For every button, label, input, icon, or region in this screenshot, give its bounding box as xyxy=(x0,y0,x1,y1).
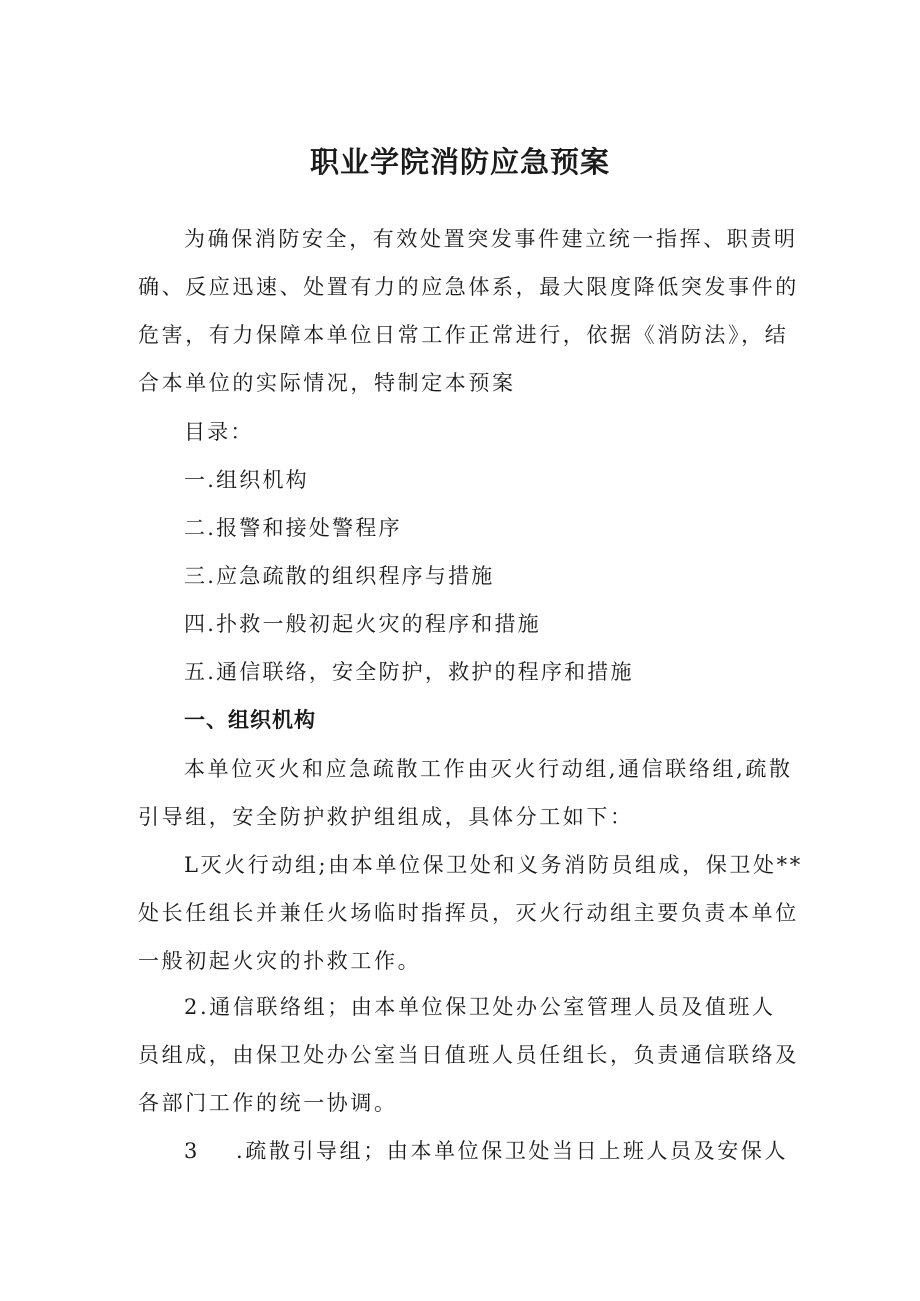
item2-line-1: 2.通信联络组；由本单位保卫处办公室管理人员及值班人 xyxy=(184,995,776,1019)
item3-text: .疏散引导组；由本单位保卫处当日上班人员及安保人 xyxy=(235,1139,789,1163)
toc-item-1: 一.组织机构 xyxy=(184,468,309,492)
section-intro-line-2: 引导组，安全防护救护组组成，具体分工如下： xyxy=(138,805,634,829)
section-intro-line-1: 本单位灭火和应急疏散工作由灭火行动组,通信联络组,疏散 xyxy=(184,757,793,781)
section-heading: 一、组织机构 xyxy=(184,708,316,732)
intro-line-3: 危害，有力保障本单位日常工作正常进行，依据《消防法》，结 xyxy=(138,323,789,347)
item2-line-2: 员组成，由保卫处办公室当日值班人员任组长，负责通信联络及 xyxy=(138,1043,799,1067)
item3-number: 3 xyxy=(184,1139,200,1163)
intro-line-2: 确、反应迅速、处置有力的应急体系，最大限度降低突发事件的 xyxy=(138,275,799,299)
item1-line-3: 一般初起火灾的扑救工作。 xyxy=(138,949,422,973)
toc-item-3: 三.应急疏散的组织程序与措施 xyxy=(184,564,495,588)
item1-line-2: 处长任组长并兼任火场临时指挥员，灭火行动组主要负责本单位 xyxy=(138,901,799,925)
toc-item-2: 二.报警和接处警程序 xyxy=(184,516,402,540)
document-title: 职业学院消防应急预案 xyxy=(309,145,610,179)
toc-item-5: 五.通信联络，安全防护，救护的程序和措施 xyxy=(184,660,634,684)
intro-line-1: 为确保消防安全，有效处置突发事件建立统一指挥、职责明 xyxy=(184,227,798,251)
toc-label: 目录： xyxy=(184,420,254,444)
intro-line-4: 合本单位的实际情况，特制定本预案 xyxy=(138,371,516,395)
item2-line-3: 各部门工作的统一协调。 xyxy=(138,1091,398,1115)
item3-line-1 xyxy=(184,1127,790,1175)
item1-line-1: L灭火行动组;由本单位保卫处和义务消防员组成，保卫处** xyxy=(184,853,803,877)
toc-item-4: 四.扑救一般初起火灾的程序和措施 xyxy=(184,612,541,636)
